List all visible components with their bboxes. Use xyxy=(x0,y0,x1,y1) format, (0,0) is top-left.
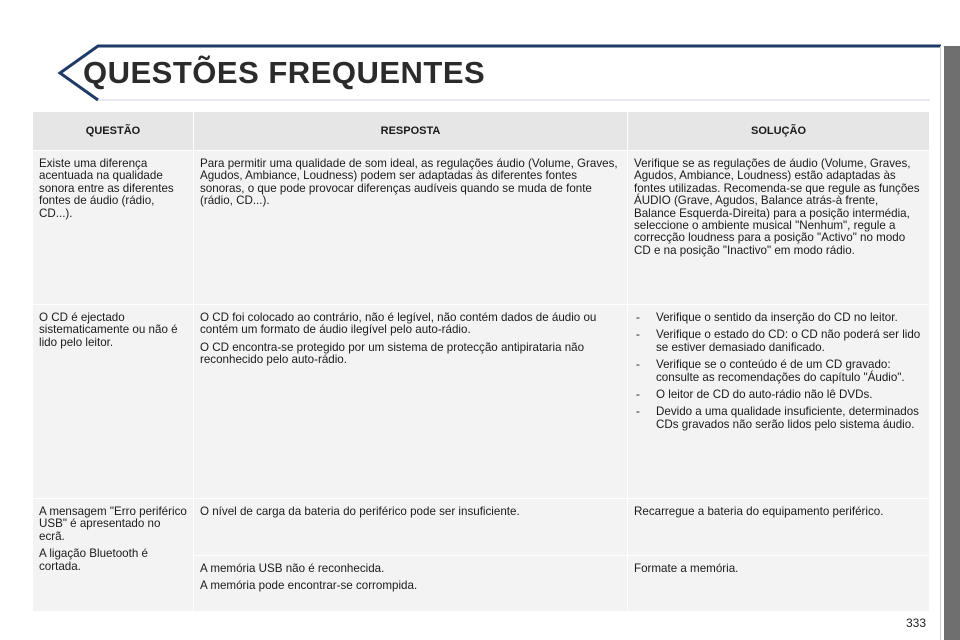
solution-bullet: - O leitor de CD do auto-rádio não lê DVDs. xyxy=(634,389,923,401)
solution-bullet: - Verifique o sentido da inserção do CD no leitor. xyxy=(634,312,923,324)
answer-cell xyxy=(194,305,628,499)
question-text: A ligação Bluetooth é cortada. xyxy=(39,547,148,573)
solution-bullet: - Verifique o estado do CD: o CD não poderá ser lido se estiver demasiado danificado. xyxy=(634,329,923,354)
solution-bullets xyxy=(634,312,923,431)
table-header-row xyxy=(33,112,930,151)
solution-cell xyxy=(628,151,930,305)
table-row xyxy=(33,499,930,556)
answer-text: O nível de carga da bateria do periférico pode ser insuficiente. xyxy=(200,505,520,518)
question-text: O CD é ejectado sistematicamente ou não é lido pelo leitor. xyxy=(39,311,178,349)
answer-text: Para permitir uma qualidade de som ideal, as regulações áudio (Volume, Graves, Agudos, Ambiance, Loudness) podem ser adaptadas às diferentes fontes sonoras, o que pode provocar diferenças audíveis quando se muda de fonte (rádio, CD...). xyxy=(200,157,618,208)
page-number: 333 xyxy=(906,616,927,630)
solution-cell xyxy=(628,499,930,556)
solution-cell xyxy=(628,305,930,499)
solution-bullet: - Verifique se o conteúdo é de um CD gravado: consulte as recomendações do capítulo "Áudio". xyxy=(634,359,923,384)
solution-cell xyxy=(628,556,930,612)
header-question: QUESTÃO xyxy=(33,112,194,151)
question-cell xyxy=(33,151,194,305)
answer-cell xyxy=(194,556,628,612)
question-text: A mensagem "Erro periférico USB" é apresentado no ecrã. xyxy=(39,505,187,543)
question-text: Existe uma diferença acentuada na qualidade sonora entre as diferentes fontes de áudio (rádio, CD...). xyxy=(39,157,174,220)
solution-text: Recarregue a bateria do equipamento periférico. xyxy=(634,505,884,518)
answer-text: A memória pode encontrar-se corrompida. xyxy=(200,579,418,593)
answer-cell xyxy=(194,151,628,305)
header-solution: SOLUÇÃO xyxy=(628,112,930,151)
header-answer: RESPOSTA xyxy=(194,112,628,151)
solution-bullet: - Devido a uma qualidade insuficiente, determinados CDs gravados não serão lidos pelo sistema áudio. xyxy=(634,406,923,431)
side-divider xyxy=(940,46,941,640)
answer-text: A memória USB não é reconhecida. xyxy=(200,562,385,575)
answer-text: O CD foi colocado ao contrário, não é legível, não contém dados de áudio ou contém um formato de áudio ilegível pelo auto-rádio. xyxy=(200,311,597,337)
faq-table xyxy=(32,111,930,612)
table-row xyxy=(33,151,930,305)
question-cell xyxy=(33,499,194,612)
question-cell xyxy=(33,305,194,499)
side-tab-bar xyxy=(944,46,960,640)
page-title: QUESTÕES FREQUENTES xyxy=(83,55,486,90)
solution-text: Formate a memória. xyxy=(634,562,739,575)
answer-text: O CD encontra-se protegido por um sistema de protecção antipirataria não reconhecido pelo auto-rádio. xyxy=(200,340,585,367)
answer-cell xyxy=(194,499,628,556)
solution-text: Verifique se as regulações de áudio (Volume, Graves, Agudos, Ambiance, Loudness) estão adaptadas às fontes utilizadas. Recomenda-se que regule as funções ÁUDIO (Grave, Agudos, Balance atrás-à frente, Balance Esquerda-Direita) para a posição intermédia, seleccione o ambiente musical "Nenhum", regule a correcção loudness para a posição "Activo" no modo CD e na posição "Inactivo" em modo rádio. xyxy=(634,157,920,257)
table-row xyxy=(33,305,930,499)
